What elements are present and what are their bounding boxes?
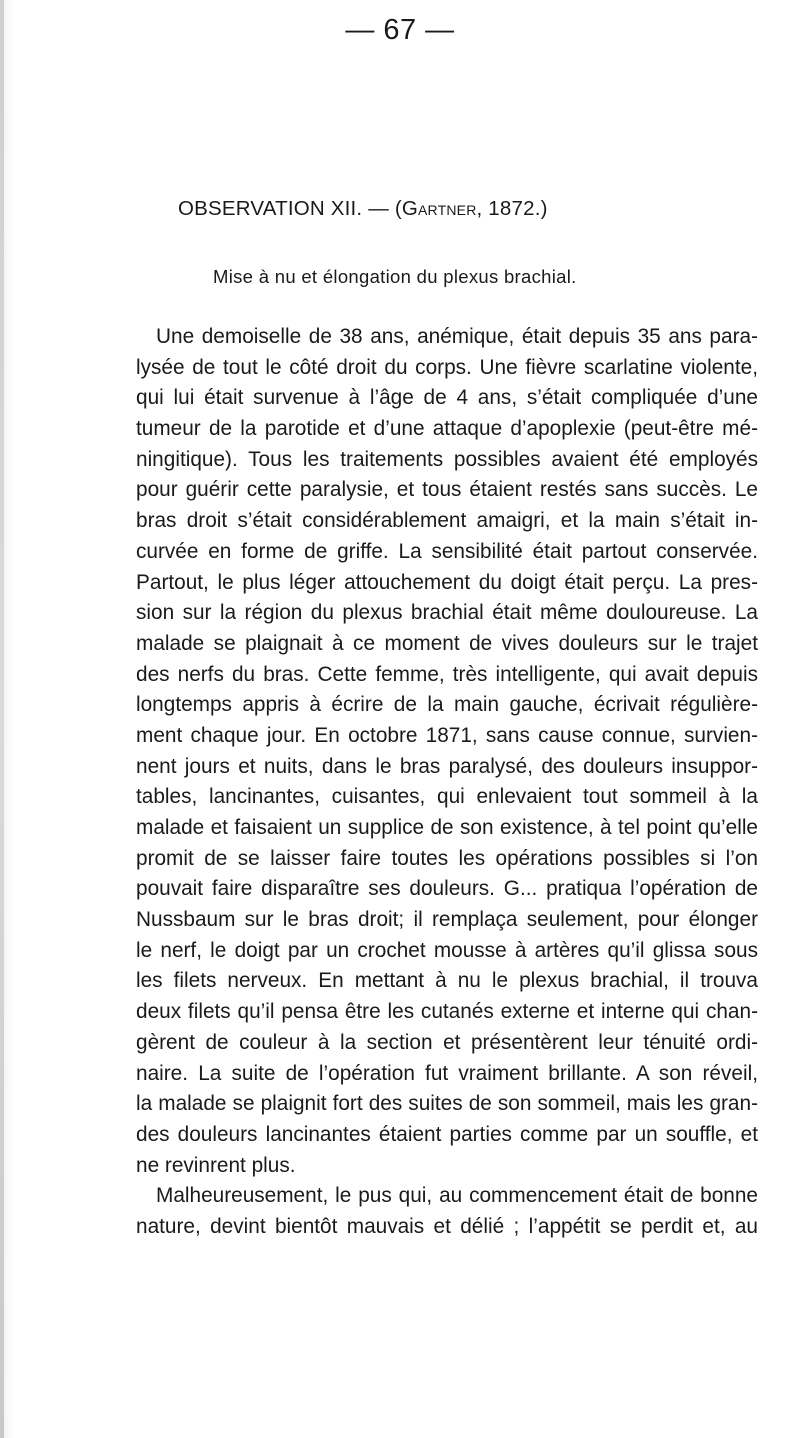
text-line: nature, devint bientôt mauvais et délié ; l’appétit se perdit et, au bbox=[136, 1214, 758, 1238]
text-line: le nerf, le doigt par un crochet mousse à artères qu’il glissa sous bbox=[136, 938, 758, 962]
page-number: — 67 — bbox=[345, 14, 455, 46]
text-line: curvée en forme de griffe. La sensibilité était partout conservée. bbox=[136, 539, 758, 563]
text-line: les filets nerveux. En mettant à nu le plexus brachial, il trouva bbox=[136, 969, 758, 993]
text-line: des nerfs du bras. Cette femme, très intelligente, qui avait depuis bbox=[136, 662, 758, 686]
text-line: Nussbaum sur le bras droit; il remplaça seulement, pour élonger bbox=[136, 908, 758, 932]
title-main: OBSERVATION XII. — ( bbox=[178, 197, 402, 220]
text-line: naire. La suite de l’opération fut vraiment brillante. A son réveil, bbox=[136, 1061, 758, 1085]
text-line: ne revinrent plus. bbox=[136, 1153, 296, 1177]
text-line: gèrent de couleur à la section et présentèrent leur ténuité ordi- bbox=[136, 1030, 758, 1054]
text-line: sion sur la région du plexus brachial était même douloureuse. La bbox=[136, 601, 758, 625]
title-end: , 1872.) bbox=[476, 197, 548, 220]
observation-subtitle: Mise à nu et élongation du plexus brachial. bbox=[213, 266, 577, 287]
text-line: malade et faisaient un supplice de son existence, à tel point qu’elle bbox=[136, 816, 758, 839]
text-line: Malheureusement, le pus qui, au commencement était de bonne bbox=[156, 1184, 758, 1208]
text-line: ment chaque jour. En octobre 1871, sans cause connue, survien- bbox=[136, 723, 758, 747]
text-line: pour guérir cette paralysie, et tous étaient restés sans succès. Le bbox=[136, 478, 758, 502]
text-line: Partout, le plus léger attouchement du doigt était perçu. La pres- bbox=[136, 570, 758, 594]
text-line: la malade se plaignit fort des suites de son sommeil, mais les gran- bbox=[136, 1092, 758, 1116]
page-binding-edge bbox=[0, 0, 4, 1438]
text-line: lysée de tout le côté droit du corps. Une fièvre scarlatine violente, bbox=[136, 355, 758, 379]
text-line: longtemps appris à écrire de la main gauche, écrivait régulière- bbox=[136, 693, 758, 717]
text-line: des douleurs lancinantes étaient parties comme par un souffle, et bbox=[136, 1122, 758, 1146]
body-text bbox=[136, 322, 758, 1243]
text-line: tumeur de la parotide et d’une attaque d’apoplexie (peut-être mé- bbox=[136, 417, 758, 441]
text-line: bras droit s’était considérablement amaigri, et la main s’était in- bbox=[136, 509, 758, 533]
text-line: qui lui était survenue à l’âge de 4 ans, s’était compliquée d’une bbox=[136, 386, 758, 410]
title-author: Gartner bbox=[401, 197, 477, 220]
text-line: deux filets qu’il pensa être les cutanés externe et interne qui chan- bbox=[136, 1000, 758, 1024]
text-line: tables, lancinantes, cuisantes, qui enlevaient tout sommeil à la bbox=[136, 785, 758, 809]
text-line: promit de se laisser faire toutes les opérations possibles si l’on bbox=[136, 846, 758, 870]
text-line: Une demoiselle de 38 ans, anémique, était depuis 35 ans para- bbox=[156, 325, 758, 348]
observation-title bbox=[178, 197, 548, 221]
text-line: ningitique). Tous les traitements possibles avaient été employés bbox=[136, 447, 758, 471]
text-line: pouvait faire disparaître ses douleurs. G... pratiqua l’opération de bbox=[136, 877, 758, 901]
text-line: malade se plaignait à ce moment de vives douleurs sur le trajet bbox=[136, 631, 758, 655]
text-line: nent jours et nuits, dans le bras paralysé, des douleurs insuppor- bbox=[136, 754, 758, 778]
